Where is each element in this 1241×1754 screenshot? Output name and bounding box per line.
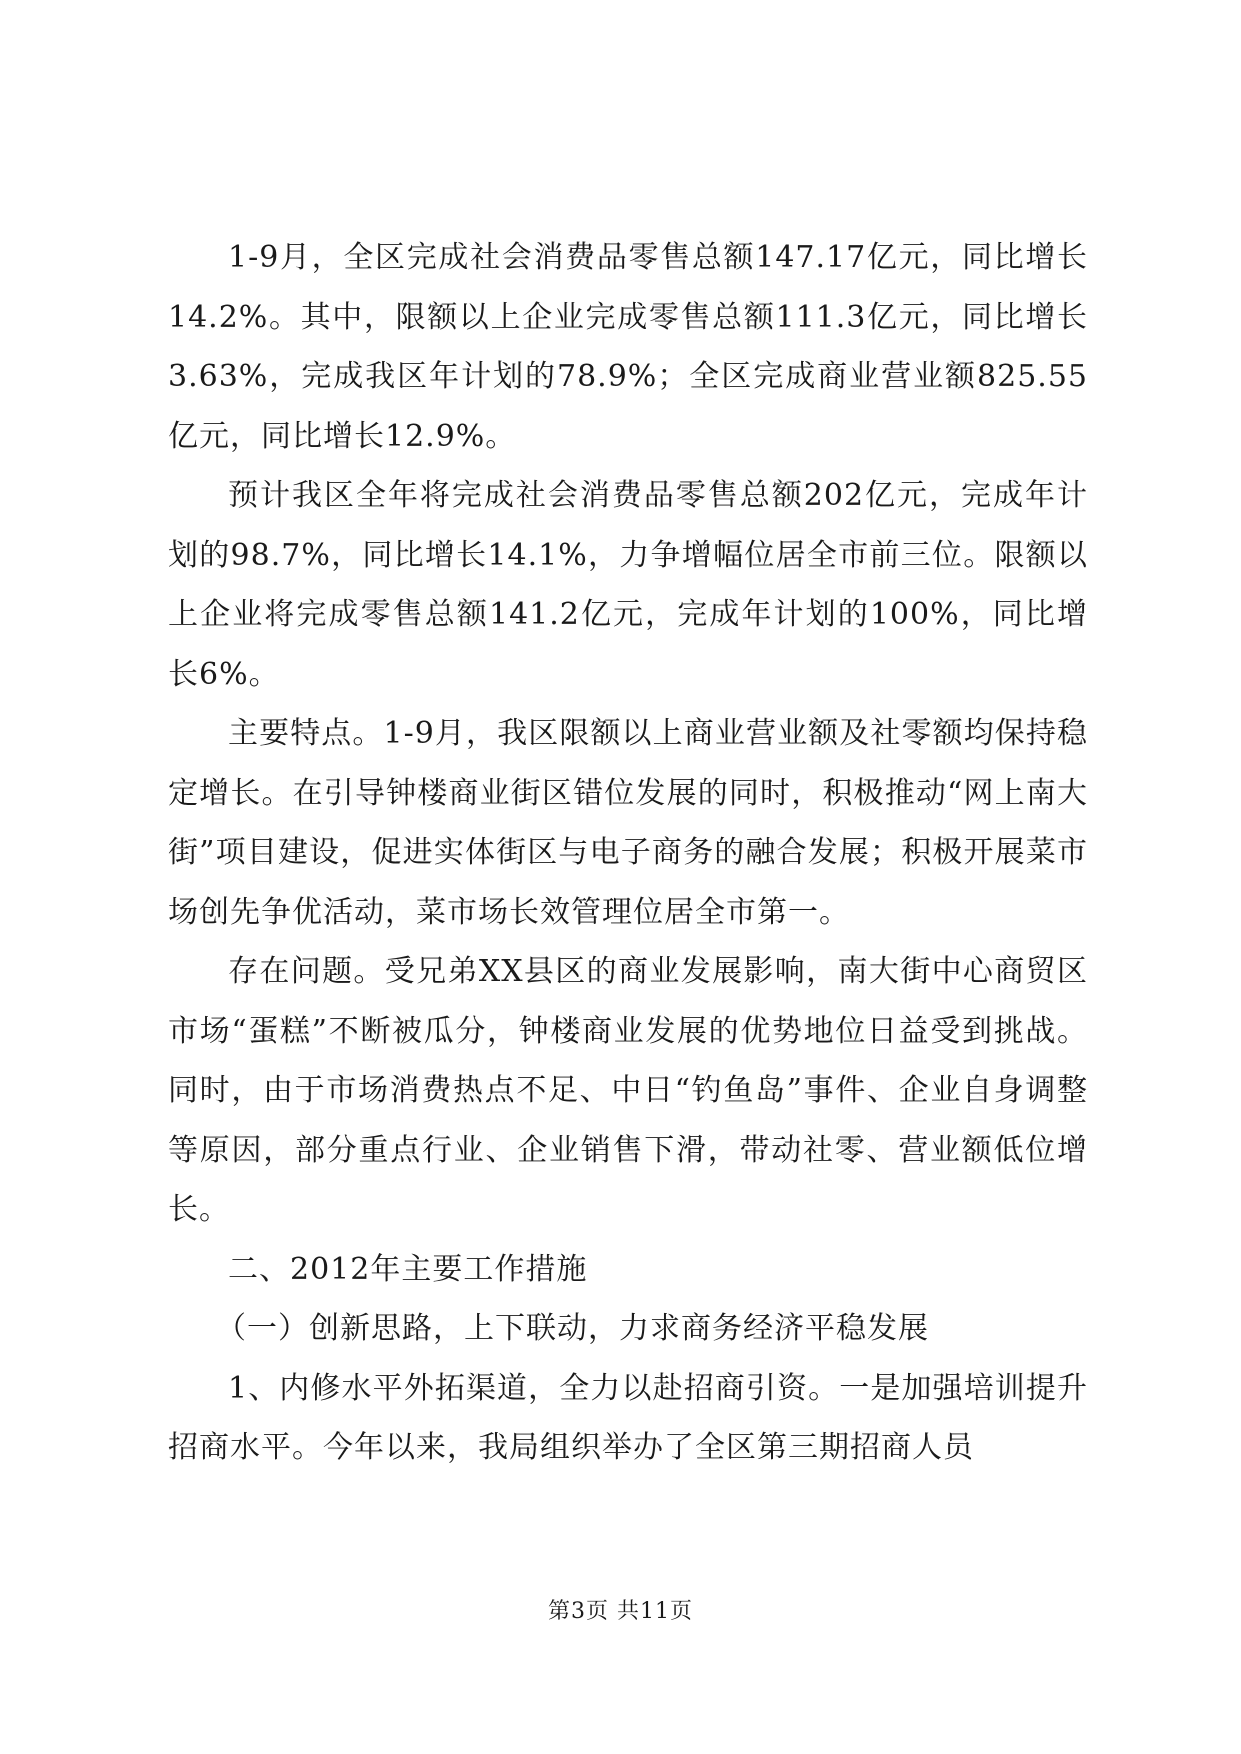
section-heading-2012-measures: 二、2012年主要工作措施 bbox=[228, 1251, 588, 1287]
document-body bbox=[168, 228, 1088, 1478]
paragraph-main-features: 主要特点。1-9月，我区限额以上商业营业额及社零额均保持稳定增长。在引导钟楼商业街区错位发展的同时，积极推动“网上南大街”项目建设，促进实体街区与电子商务的融合发展；积极开展菜市场创先争优活动，菜市场长效管理位居全市第一。 bbox=[168, 716, 1088, 930]
paragraph-retail-sales: 1-9月，全区完成社会消费品零售总额147.17亿元，同比增长14.2%。其中，限额以上企业完成零售总额111.3亿元，同比增长3.63%，完成我区年计划的78.9%；全区完成商业营业额825.55亿元，同比增长12.9%。 bbox=[168, 240, 1088, 454]
page-number-footer: 第3页 共11页 bbox=[548, 1599, 693, 1624]
paragraph-annual-forecast: 预计我区全年将完成社会消费品零售总额202亿元，完成年计划的98.7%，同比增长14.1%，力争增幅位居全市前三位。限额以上企业将完成零售总额141.2亿元，完成年计划的100%，同比增长6%。 bbox=[168, 478, 1088, 692]
subsection-heading-1: （一）创新思路，上下联动，力求商务经济平稳发展 bbox=[216, 1311, 929, 1346]
paragraph-existing-problems: 存在问题。受兄弟XX县区的商业发展影响，南大街中心商贸区市场“蛋糕”不断被瓜分，钟楼商业发展的优势地位日益受到挑战。同时，由于市场消费热点不足、中日“钓鱼岛”事件、企业自身调整等原因，部分重点行业、企业销售下滑，带动社零、营业额低位增长。 bbox=[168, 954, 1088, 1227]
paragraph-investment-attraction: 1、内修水平外拓渠道，全力以赴招商引资。一是加强培训提升招商水平。今年以来，我局组织举办了全区第三期招商人员 bbox=[168, 1370, 1088, 1465]
